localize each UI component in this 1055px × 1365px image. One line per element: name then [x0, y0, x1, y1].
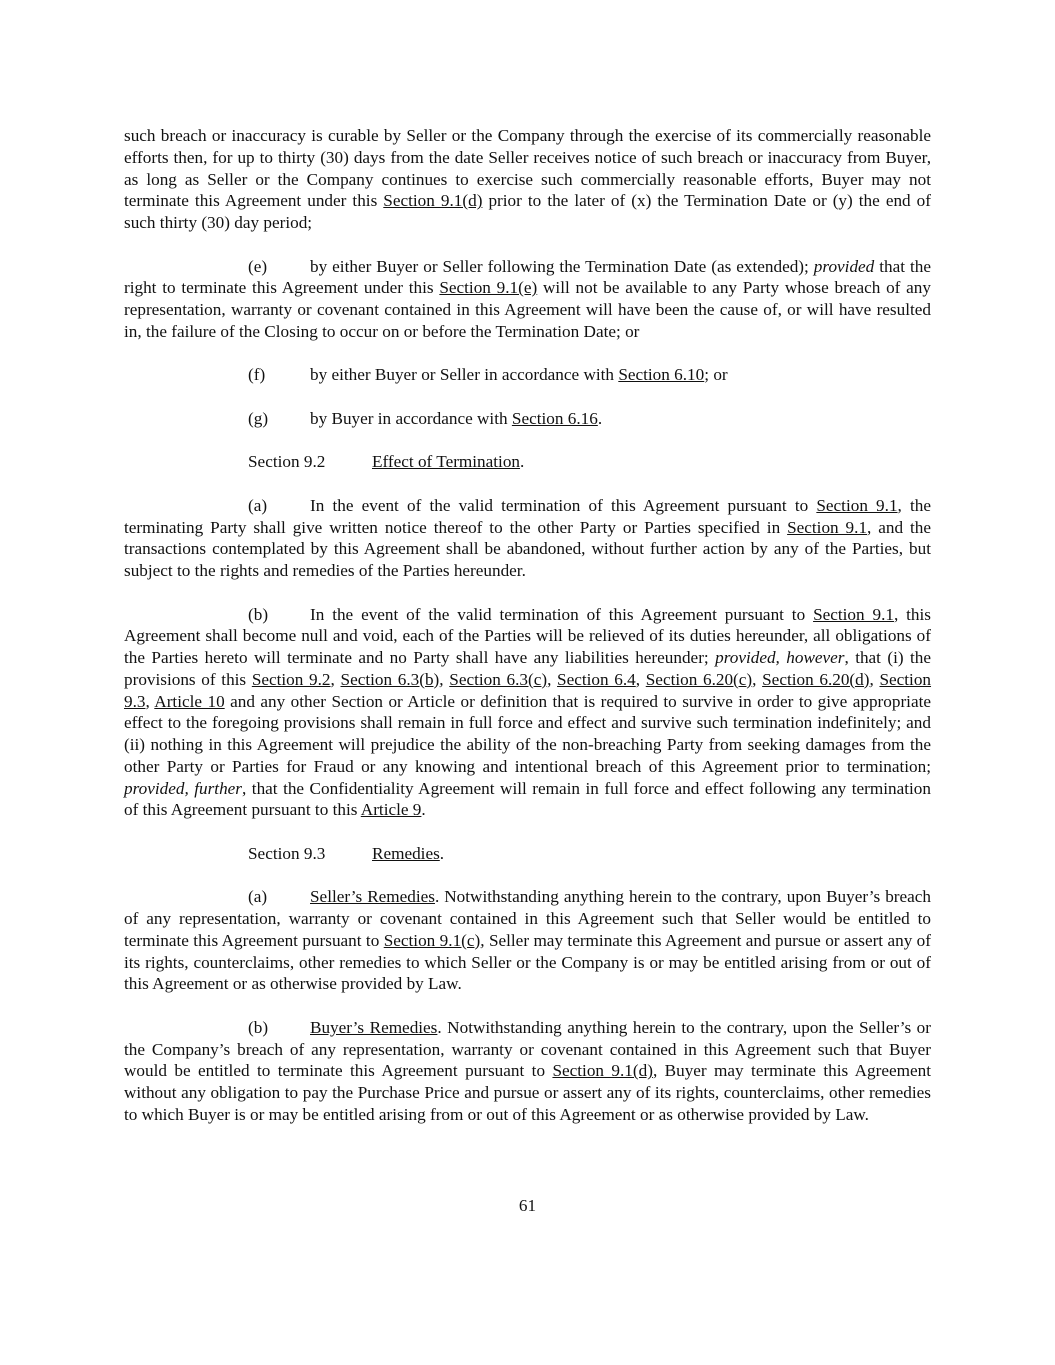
text-run: , [330, 669, 341, 689]
clause-label: (f) [248, 365, 266, 385]
emphasis: provided [813, 256, 875, 276]
clause-9-2-b [124, 604, 931, 822]
text-run: , [439, 669, 450, 689]
section-heading-9-3 [124, 843, 931, 865]
text-run: . [520, 452, 525, 472]
clause-9-3-a [124, 886, 931, 995]
text-run: In the event of the valid termination of this Agreement pursuant to [310, 604, 814, 624]
text-run: . [439, 843, 445, 863]
text-run: . [597, 408, 603, 428]
section-number: Section 9.3 [248, 843, 326, 863]
text-run: , the terminating Party shall give written notice thereof to the other Party or Parties specified in [124, 495, 931, 537]
text-run: that the right to terminate this Agreement under this [124, 256, 931, 298]
section-number: Section 9.2 [248, 452, 326, 472]
section-reference: Section 9.1(e) [439, 278, 538, 298]
clause-label: (g) [248, 408, 269, 428]
section-heading-9-2 [124, 451, 931, 473]
article-reference: Article 9 [360, 800, 422, 820]
page-number: 61 [518, 1196, 537, 1215]
clause-label: (b) [248, 604, 269, 624]
text-run: , that the Confidentiality Agreement will remain in full force and effect following any termination of this Agreement pursuant to this [124, 778, 931, 820]
text-run: , [145, 691, 155, 711]
text-run: , that (i) the provisions of this [124, 648, 931, 689]
section-reference: Section 9.1(c) [383, 930, 481, 950]
text-run: , [547, 669, 558, 689]
section-reference: Section 6.10 [618, 365, 705, 385]
section-reference: Section 9.3 [124, 669, 932, 711]
text-run: such breach or inaccuracy is curable by Seller or the Company through the exercise of its commercially reasonable efforts then, for up to thirty (30) days from the date Seller receives notice of such breach or inaccuracy from Buyer, as long as Seller or the Company continues to exercise such commercially reasonable efforts, Buyer may not terminate this Agreement under this [124, 126, 931, 211]
text-run: , and the transactions contemplated by this Agreement shall be abandoned, without further action by any of the Parties, but subject to the rights and remedies of the Parties hereunder. [124, 517, 931, 580]
section-reference: Section 9.1 [787, 517, 868, 537]
section-reference: Section 6.20(d) [762, 669, 870, 689]
section-reference: Section 6.4 [557, 669, 636, 689]
paragraph-continuation [124, 125, 931, 234]
section-title: Remedies [372, 843, 440, 863]
clause-9-3-b [124, 1017, 931, 1126]
section-reference: Section 9.2 [251, 669, 331, 689]
emphasis: provided, however [715, 648, 845, 667]
section-reference: Section 6.20(c) [645, 669, 753, 689]
text-run: , Seller may terminate this Agreement and pursue or assert any of its rights, counterclaims, other remedies to which Seller or the Company is or may be entitled arising from or out of this Agreement or as otherwise provided by Law. [124, 930, 932, 994]
clause-label: (a) [248, 495, 268, 515]
clause-label: (e) [248, 256, 268, 276]
text-run: , [752, 669, 763, 689]
clause-g [124, 408, 931, 430]
clause-label: (a) [248, 887, 268, 907]
text-run: In the event of the valid termination of this Agreement pursuant to [310, 495, 817, 515]
clause-9-2-a [124, 495, 931, 582]
clause-title: Seller’s Remedies [310, 887, 435, 907]
document-body [124, 125, 931, 1147]
text-run: prior to the later of (x) the Termination Date or (y) the end of such thirty (30) day period; [124, 191, 931, 232]
section-reference: Section 9.1(d) [552, 1061, 653, 1081]
text-run: by either Buyer or Seller following the Termination Date (as extended); [310, 256, 814, 276]
article-reference: Article 10 [154, 691, 225, 711]
text-run: , [635, 669, 646, 689]
text-run: by Buyer in accordance with [310, 408, 512, 428]
clause-label: (b) [248, 1017, 269, 1037]
text-run: . Notwithstanding anything herein to the contrary, upon Buyer’s breach of any representation, warranty or covenant contained in this Agreement such that Seller would be entitled to terminate this Agreement pursuant to [124, 887, 931, 950]
text-run: will not be available to any Party whose breach of any representation, warranty or covenant contained in this Agreement will have been the cause of, or will have resulted in, the failure of the Closing to occur on or before the Termination Date; or [124, 278, 931, 341]
text-run: . Notwithstanding anything herein to the contrary, upon the Seller’s or the Company’s breach of any representation, warranty or covenant contained in this Agreement such that Buyer would be entitled to terminate this Agreement pursuant to [124, 1017, 931, 1081]
emphasis: provided, further [124, 778, 242, 798]
section-reference: Section 6.3(b) [340, 669, 440, 689]
text-run: ; or [704, 365, 728, 385]
text-run: , this Agreement shall become null and void, each of the Parties will be relieved of its duties hereunder, all obligations of the Parties hereto will terminate and no Party shall have any liabilities hereunder; [124, 604, 931, 667]
section-reference: Section 6.3(c) [449, 669, 548, 689]
section-title: Effect of Termination [372, 452, 521, 472]
text-run: by either Buyer or Seller in accordance with [310, 365, 619, 385]
clause-title: Buyer’s Remedies [310, 1017, 438, 1037]
section-reference: Section 6.16 [511, 408, 598, 428]
section-reference: Section 9.1 [816, 495, 898, 515]
section-reference: Section 9.1(d) [383, 191, 483, 211]
section-reference: Section 9.1 [813, 604, 894, 624]
clause-e [124, 256, 931, 343]
text-run: , Buyer may terminate this Agreement without any obligation to pay the Purchase Price and pursue or assert any of its rights, counterclaims, other remedies to which Buyer is or may be entitled arising from or out of this Agreement or as otherwise provided by Law. [124, 1061, 931, 1124]
text-run: . [421, 800, 426, 820]
clause-f [124, 364, 931, 386]
text-run: , [869, 669, 880, 689]
text-run: and any other Section or Article or definition that is required to survive in order to give appropriate effect to the foregoing provisions shall remain in full force and effect and survive such termination indefinitely; and (ii) nothing in this Agreement will prejudice the ability of the non-breaching Party from seeking damages from the other Party or Parties for Fraud or any knowing and intentional breach of this Agreement prior to termination; [124, 691, 931, 776]
